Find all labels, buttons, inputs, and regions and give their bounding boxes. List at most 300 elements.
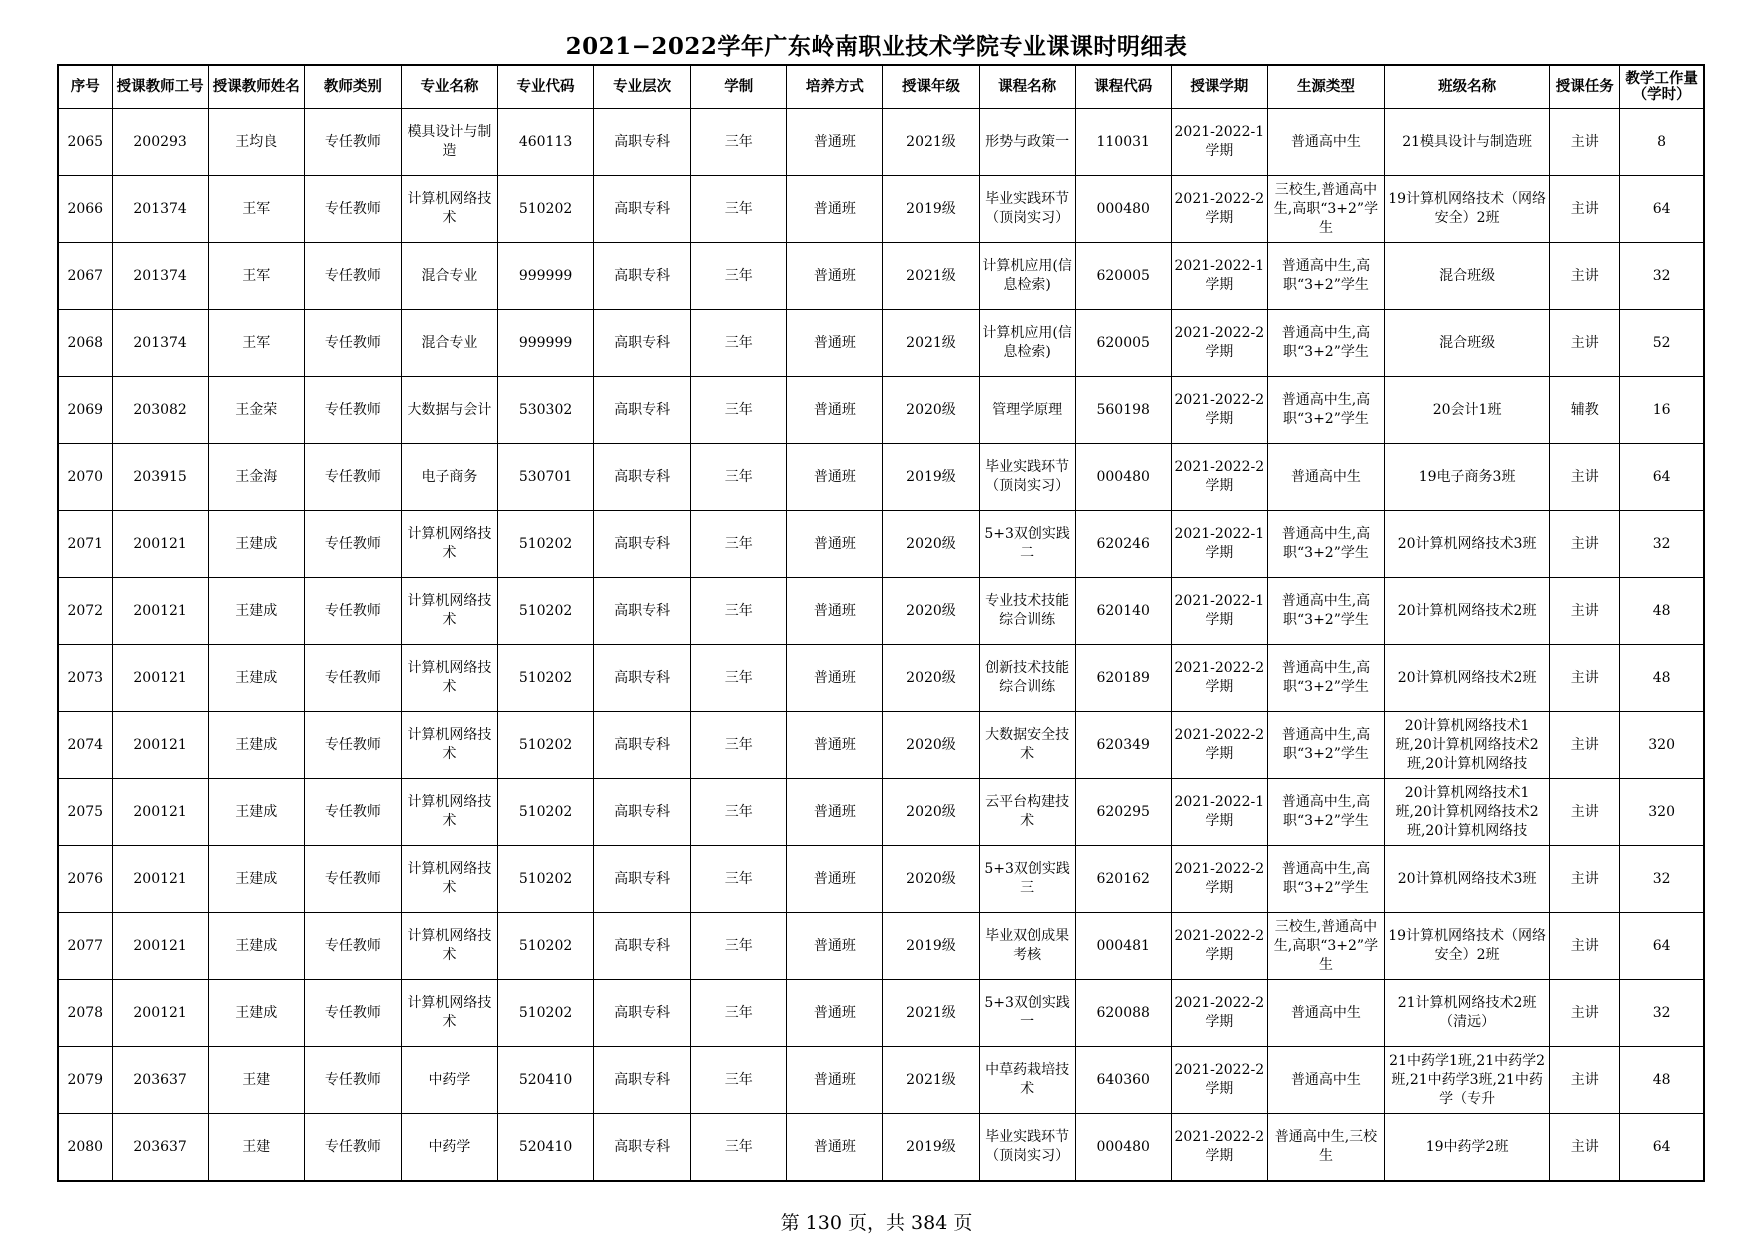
cell-text: 203082: [133, 401, 187, 418]
cell-text: 200121: [133, 669, 187, 686]
cell-text: 19计算机网络技术（网络安全）2班: [1388, 928, 1547, 963]
cell-text: 计算机应用(信息检索): [982, 258, 1072, 293]
table-cell: [208, 578, 304, 645]
table-cell: [883, 913, 979, 980]
cell-text: 510202: [518, 602, 573, 619]
table-cell: [208, 109, 304, 176]
cell-text: 19计算机网络技术（网络安全）2班: [1388, 191, 1547, 226]
table-cell: [401, 779, 497, 846]
cell-text: 203637: [133, 1138, 187, 1155]
table-cell: [594, 779, 691, 846]
column-header: 班级名称: [1385, 65, 1550, 109]
cell-text: 计算机网络技术: [407, 526, 492, 561]
cell-text: 三年: [724, 401, 753, 418]
table-cell: [979, 176, 1075, 243]
table-cell: [691, 712, 787, 779]
table-cell: [691, 980, 787, 1047]
cell-text: 64: [1652, 468, 1671, 485]
table-cell: [304, 109, 401, 176]
table-cell: [1385, 1047, 1550, 1114]
cell-text: 专任教师: [324, 870, 381, 887]
cell-text: 200293: [133, 133, 187, 150]
table-cell: [691, 1114, 787, 1182]
cell-text: 专任教师: [324, 1004, 381, 1021]
cell-text: 2066: [67, 200, 104, 217]
table-cell: [691, 109, 787, 176]
cell-text: 三校生,普通高中生,高职“3+2”学生: [1273, 181, 1379, 236]
table-cell: [112, 310, 208, 377]
table-cell: [979, 846, 1075, 913]
table-row: [58, 377, 1704, 444]
cell-text: 普通高中生,高职“3+2”学生: [1281, 861, 1371, 896]
table-cell: [401, 578, 497, 645]
table-cell: [401, 243, 497, 310]
cell-text: 专任教师: [324, 267, 381, 284]
cell-text: 2067: [67, 267, 104, 284]
cell-text: 大数据与会计: [407, 401, 492, 418]
cell-text: 200121: [133, 803, 187, 820]
cell-text: 王军: [242, 334, 271, 351]
cell-text: 2020级: [906, 535, 956, 552]
table-cell: [112, 712, 208, 779]
table-cell: [304, 310, 401, 377]
table-cell: [787, 645, 883, 712]
table-cell: [1385, 1114, 1550, 1182]
cell-text: 2021-2022-2学期: [1174, 727, 1265, 762]
table-cell: [883, 1047, 979, 1114]
table-cell: [1075, 913, 1171, 980]
table-cell: [1620, 444, 1704, 511]
table-row: [58, 444, 1704, 511]
cell-text: 三年: [724, 669, 753, 686]
table-cell: [787, 1114, 883, 1182]
cell-text: 203637: [133, 1071, 187, 1088]
cell-text: 高职专科: [614, 1071, 671, 1088]
cell-text: 48: [1652, 602, 1671, 619]
cell-text: 三年: [724, 937, 753, 954]
table-cell: [979, 913, 1075, 980]
cell-text: 2020级: [906, 736, 956, 753]
table-cell: [58, 578, 112, 645]
cell-text: 主讲: [1570, 602, 1599, 619]
table-cell: [304, 1047, 401, 1114]
column-header: 课程名称: [979, 65, 1075, 109]
cell-text: 普通高中生: [1290, 1071, 1361, 1088]
table-cell: [401, 1114, 497, 1182]
cell-text: 20计算机网络技术2班: [1397, 602, 1537, 619]
cell-text: 高职专科: [614, 535, 671, 552]
cell-text: 主讲: [1570, 803, 1599, 820]
cell-text: 2020级: [906, 602, 956, 619]
cell-text: 三年: [724, 133, 753, 150]
cell-text: 20计算机网络技术2班: [1397, 669, 1537, 686]
table-cell: [787, 243, 883, 310]
cell-text: 2021-2022-1学期: [1174, 526, 1265, 561]
cell-text: 320: [1648, 803, 1675, 820]
table-cell: [1385, 779, 1550, 846]
table-cell: [883, 846, 979, 913]
cell-text: 48: [1652, 669, 1671, 686]
cell-text: 高职专科: [614, 803, 671, 820]
cell-text: 2020级: [906, 401, 956, 418]
table-cell: [1385, 645, 1550, 712]
table-cell: [1171, 712, 1267, 779]
cell-text: 620140: [1096, 602, 1150, 619]
cell-text: 2069: [67, 401, 104, 418]
table-cell: [1075, 1114, 1171, 1182]
table-cell: [883, 779, 979, 846]
cell-text: 主讲: [1570, 133, 1599, 150]
table-cell: [58, 176, 112, 243]
cell-text: 普通班: [813, 870, 856, 887]
table-cell: [979, 310, 1075, 377]
table-cell: [498, 846, 594, 913]
table-cell: [594, 310, 691, 377]
table-cell: [1267, 511, 1384, 578]
cell-text: 20计算机网络技术3班: [1397, 535, 1537, 552]
table-cell: [1171, 645, 1267, 712]
cell-text: 2078: [67, 1004, 104, 1021]
cell-text: 专任教师: [324, 669, 381, 686]
cell-text: 2072: [67, 602, 104, 619]
table-cell: [883, 377, 979, 444]
table-cell: [1171, 444, 1267, 511]
table-cell: [1267, 310, 1384, 377]
cell-text: 64: [1652, 937, 1671, 954]
table-cell: [1075, 712, 1171, 779]
table-cell: [883, 712, 979, 779]
cell-text: 16: [1652, 401, 1671, 418]
table-cell: [304, 1114, 401, 1182]
column-header: 教师类别: [304, 65, 401, 109]
table-cell: [112, 779, 208, 846]
column-header: 授课教师姓名: [208, 65, 304, 109]
table-cell: [58, 1047, 112, 1114]
table-cell: [883, 578, 979, 645]
cell-text: 32: [1652, 1004, 1671, 1021]
cell-text: 21模具设计与制造班: [1402, 133, 1533, 150]
table-cell: [58, 310, 112, 377]
table-cell: [112, 444, 208, 511]
table-cell: [1550, 1047, 1620, 1114]
cell-text: 510202: [518, 1004, 573, 1021]
table-cell: [1620, 243, 1704, 310]
table-row: [58, 243, 1704, 310]
cell-text: 普通高中生,高职“3+2”学生: [1281, 660, 1371, 695]
table-cell: [1075, 310, 1171, 377]
table-cell: [691, 578, 787, 645]
cell-text: 2077: [67, 937, 104, 954]
table-cell: [401, 913, 497, 980]
cell-text: 主讲: [1570, 1138, 1599, 1155]
cell-text: 专任教师: [324, 401, 381, 418]
table-cell: [883, 310, 979, 377]
table-cell: [979, 712, 1075, 779]
table-cell: [1620, 578, 1704, 645]
cell-text: 510202: [518, 736, 573, 753]
cell-text: 普通高中生,高职“3+2”学生: [1281, 325, 1371, 360]
cell-text: 510202: [518, 803, 573, 820]
table-cell: [498, 444, 594, 511]
cell-text: 毕业实践环节（顶岗实习）: [985, 191, 1070, 226]
cell-text: 2021级: [906, 267, 956, 284]
table-cell: [304, 377, 401, 444]
cell-text: 三年: [724, 334, 753, 351]
table-cell: [1550, 779, 1620, 846]
cell-text: 32: [1652, 267, 1671, 284]
table-cell: [1620, 980, 1704, 1047]
table-cell: [979, 1114, 1075, 1182]
table-cell: [979, 511, 1075, 578]
cell-text: 普通班: [813, 200, 856, 217]
cell-text: 2065: [67, 133, 104, 150]
table-cell: [498, 1114, 594, 1182]
table-cell: [304, 846, 401, 913]
table-cell: [58, 980, 112, 1047]
cell-text: 高职专科: [614, 1138, 671, 1155]
table-row: [58, 109, 1704, 176]
cell-text: 普通班: [813, 535, 856, 552]
cell-text: 普通高中生,高职“3+2”学生: [1281, 258, 1371, 293]
cell-text: 52: [1652, 334, 1671, 351]
cell-text: 2079: [67, 1071, 104, 1088]
cell-text: 620189: [1096, 669, 1150, 686]
table-row: [58, 980, 1704, 1047]
cell-text: 510202: [518, 870, 573, 887]
column-header: 教学工作量（学时）: [1620, 65, 1704, 109]
table-cell: [1620, 176, 1704, 243]
cell-text: 王建成: [235, 736, 278, 753]
cell-text: 203915: [133, 468, 187, 485]
cell-text: 普通高中生,高职“3+2”学生: [1281, 727, 1371, 762]
cell-text: 000480: [1096, 200, 1150, 217]
cell-text: 三年: [724, 267, 753, 284]
table-cell: [1171, 846, 1267, 913]
cell-text: 530302: [518, 401, 573, 418]
table-cell: [979, 243, 1075, 310]
cell-text: 620349: [1096, 736, 1150, 753]
cell-text: 2020级: [906, 803, 956, 820]
table-cell: [1385, 913, 1550, 980]
table-cell: [1075, 578, 1171, 645]
cell-text: 王建成: [235, 602, 278, 619]
cell-text: 200121: [133, 535, 187, 552]
cell-text: 510202: [518, 937, 573, 954]
cell-text: 460113: [518, 133, 573, 150]
cell-text: 20会计1班: [1432, 401, 1502, 418]
table-cell: [1267, 578, 1384, 645]
cell-text: 主讲: [1570, 334, 1599, 351]
cell-text: 王金荣: [235, 401, 278, 418]
table-cell: [787, 846, 883, 913]
cell-text: 三年: [724, 1071, 753, 1088]
table-cell: [208, 511, 304, 578]
column-header: 学制: [691, 65, 787, 109]
table-cell: [112, 377, 208, 444]
table-cell: [1550, 511, 1620, 578]
table-cell: [208, 645, 304, 712]
table-cell: [1550, 645, 1620, 712]
cell-text: 21中药学1班,21中药学2班,21中药学3班,21中药学（专升: [1389, 1052, 1546, 1107]
cell-text: 高职专科: [614, 401, 671, 418]
cell-text: 专任教师: [324, 334, 381, 351]
table-cell: [498, 310, 594, 377]
table-cell: [304, 444, 401, 511]
table-cell: [883, 645, 979, 712]
table-cell: [498, 980, 594, 1047]
table-row: [58, 1047, 1704, 1114]
table-cell: [498, 377, 594, 444]
table-cell: [1550, 913, 1620, 980]
cell-text: 20计算机网络技术1班,20计算机网络技术2班,20计算机网络技: [1395, 717, 1539, 772]
table-cell: [1171, 578, 1267, 645]
cell-text: 110031: [1096, 133, 1150, 150]
cell-text: 王军: [242, 200, 271, 217]
cell-text: 2021-2022-2学期: [1174, 392, 1265, 427]
table-cell: [1620, 1114, 1704, 1182]
table-cell: [1267, 1114, 1384, 1182]
table-cell: [1267, 846, 1384, 913]
cell-text: 普通班: [813, 736, 856, 753]
table-cell: [1267, 176, 1384, 243]
table-cell: [401, 645, 497, 712]
table-cell: [1075, 511, 1171, 578]
table-cell: [1267, 1047, 1384, 1114]
table-cell: [1385, 109, 1550, 176]
table-cell: [1171, 109, 1267, 176]
cell-text: 2021级: [906, 1071, 956, 1088]
cell-text: 普通班: [813, 468, 856, 485]
table-cell: [1385, 310, 1550, 377]
table-cell: [979, 779, 1075, 846]
table-cell: [787, 1047, 883, 1114]
column-header: 授课教师工号: [112, 65, 208, 109]
table-cell: [401, 109, 497, 176]
table-cell: [1620, 511, 1704, 578]
cell-text: 王金海: [235, 468, 278, 485]
table-cell: [208, 444, 304, 511]
table-cell: [1550, 176, 1620, 243]
table-cell: [112, 645, 208, 712]
cell-text: 普通班: [813, 803, 856, 820]
cell-text: 云平台构建技术: [985, 794, 1070, 829]
cell-text: 2020级: [906, 669, 956, 686]
table-cell: [1550, 243, 1620, 310]
table-cell: [58, 712, 112, 779]
table-cell: [594, 578, 691, 645]
table-cell: [1385, 511, 1550, 578]
cell-text: 主讲: [1570, 937, 1599, 954]
cell-text: 普通高中生: [1290, 1004, 1361, 1021]
table-cell: [787, 578, 883, 645]
table-cell: [304, 645, 401, 712]
table-cell: [1267, 645, 1384, 712]
cell-text: 5+3双创实践二: [984, 526, 1070, 561]
table-cell: [787, 511, 883, 578]
table-cell: [883, 980, 979, 1047]
table-row: [58, 779, 1704, 846]
cell-text: 计算机应用(信息检索): [982, 325, 1072, 360]
cell-text: 2021-2022-2学期: [1174, 325, 1265, 360]
cell-text: 高职专科: [614, 1004, 671, 1021]
table-cell: [1620, 712, 1704, 779]
cell-text: 王军: [242, 267, 271, 284]
cell-text: 2021级: [906, 1004, 956, 1021]
table-cell: [1385, 176, 1550, 243]
cell-text: 计算机网络技术: [407, 660, 492, 695]
cell-text: 三年: [724, 1138, 753, 1155]
cell-text: 2021-2022-2学期: [1174, 191, 1265, 226]
table-cell: [691, 846, 787, 913]
cell-text: 中药学: [428, 1138, 471, 1155]
cell-text: 三年: [724, 803, 753, 820]
cell-text: 王建成: [235, 535, 278, 552]
cell-text: 普通班: [813, 401, 856, 418]
cell-text: 高职专科: [614, 937, 671, 954]
table-cell: [1550, 1114, 1620, 1182]
cell-text: 2075: [67, 803, 104, 820]
table-cell: [401, 176, 497, 243]
table-cell: [1075, 846, 1171, 913]
cell-text: 普通班: [813, 267, 856, 284]
table-cell: [498, 712, 594, 779]
cell-text: 520410: [518, 1138, 573, 1155]
page-title: 2021−2022学年广东岭南职业技术学院专业课课时明细表: [565, 33, 1188, 60]
table-cell: [1171, 1047, 1267, 1114]
table-cell: [979, 109, 1075, 176]
cell-text: 计算机网络技术: [407, 191, 492, 226]
cell-text: 200121: [133, 602, 187, 619]
table-cell: [58, 109, 112, 176]
cell-text: 普通班: [813, 133, 856, 150]
table-row: [58, 176, 1704, 243]
table-cell: [1171, 1114, 1267, 1182]
column-header: 生源类型: [1267, 65, 1384, 109]
table-cell: [208, 176, 304, 243]
cell-text: 2021级: [906, 133, 956, 150]
table-cell: [691, 779, 787, 846]
cell-text: 20计算机网络技术1班,20计算机网络技术2班,20计算机网络技: [1395, 784, 1539, 839]
cell-text: 2076: [67, 870, 104, 887]
table-cell: [594, 645, 691, 712]
cell-text: 混合专业: [421, 334, 478, 351]
cell-text: 2021-2022-2学期: [1174, 995, 1265, 1030]
table-cell: [208, 1047, 304, 1114]
table-cell: [401, 980, 497, 1047]
table-cell: [594, 712, 691, 779]
table-cell: [691, 176, 787, 243]
table-cell: [1267, 913, 1384, 980]
table-cell: [594, 511, 691, 578]
cell-text: 专业技术技能综合训练: [985, 593, 1070, 628]
table-cell: [787, 980, 883, 1047]
table-body: [58, 109, 1704, 1182]
cell-text: 2070: [67, 468, 104, 485]
cell-text: 2021级: [906, 334, 956, 351]
cell-text: 510202: [518, 669, 573, 686]
cell-text: 王建成: [235, 937, 278, 954]
table-cell: [1075, 176, 1171, 243]
table-cell: [594, 377, 691, 444]
cell-text: 2021-2022-1学期: [1174, 794, 1265, 829]
table-row: [58, 846, 1704, 913]
table-cell: [1385, 377, 1550, 444]
cell-text: 高职专科: [614, 870, 671, 887]
table-row: [58, 645, 1704, 712]
cell-text: 专任教师: [324, 133, 381, 150]
cell-text: 5+3双创实践一: [984, 995, 1070, 1030]
cell-text: 201374: [133, 334, 187, 351]
